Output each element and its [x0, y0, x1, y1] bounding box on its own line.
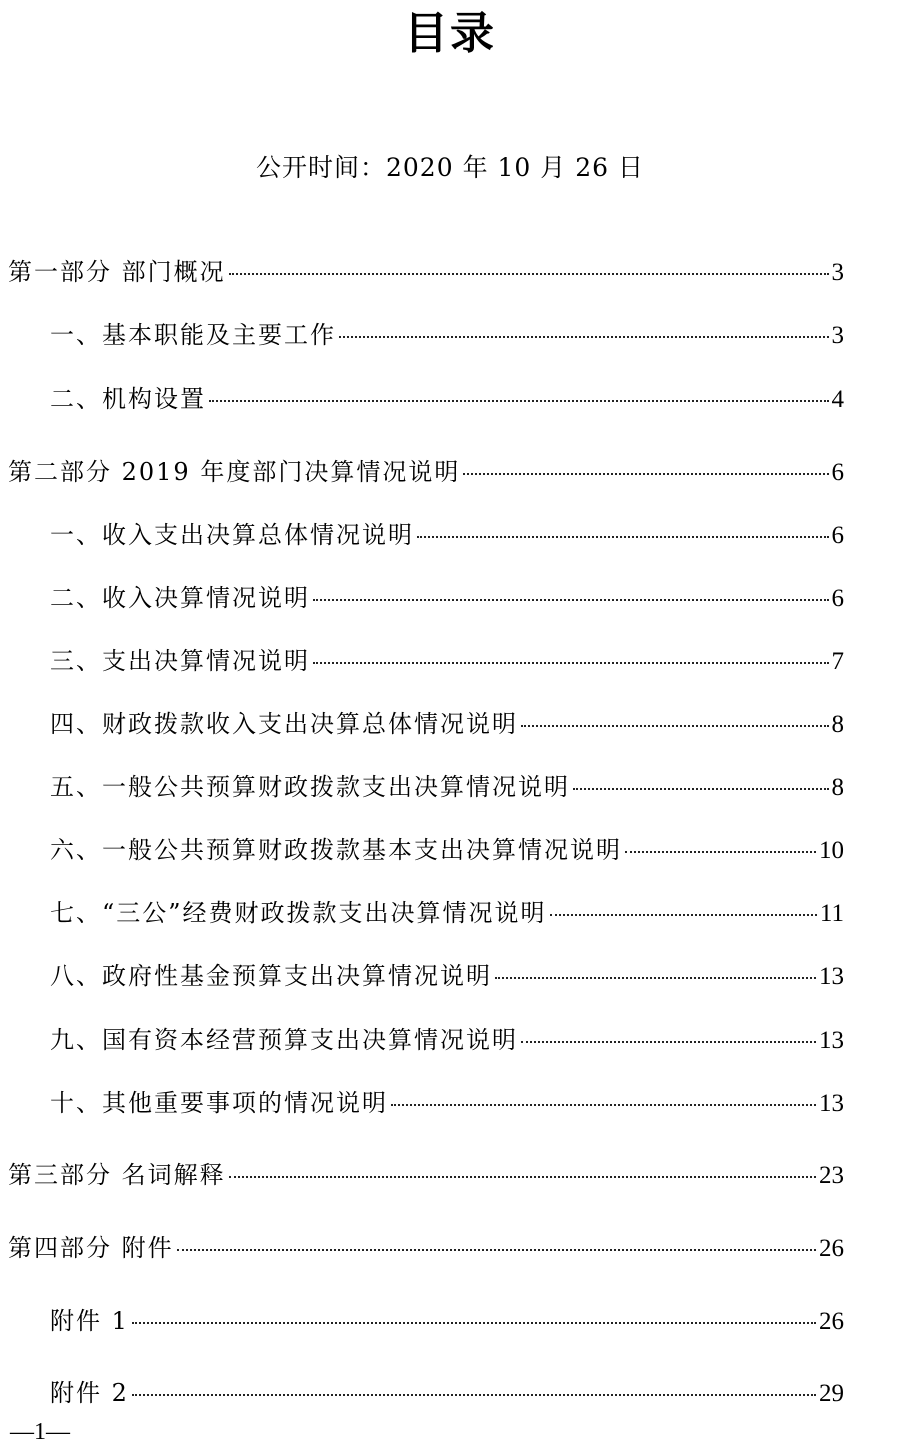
toc-leader-dots	[573, 788, 829, 790]
toc-leader-dots	[132, 1322, 816, 1324]
toc-page-number: 23	[819, 1162, 844, 1189]
toc-entry-text: 二、机构设置	[50, 385, 206, 413]
toc-entry-government-fund[interactable]	[50, 956, 844, 996]
page-footer-number: —1—	[10, 1419, 70, 1445]
toc-leader-dots	[625, 851, 816, 853]
toc-entry-organization[interactable]	[50, 379, 844, 419]
toc-entry-text: 十、其他重要事项的情况说明	[50, 1089, 388, 1117]
toc-page-number: 3	[831, 259, 844, 286]
toc-page-number: 10	[819, 837, 844, 864]
toc-page-number: 13	[819, 963, 844, 990]
toc-entry-text: 第三部分 名词解释	[8, 1161, 226, 1189]
toc-entry-part-3[interactable]	[8, 1155, 844, 1195]
toc-page-number: 8	[831, 711, 844, 738]
toc-page-number: 6	[831, 585, 844, 612]
toc-entry-general-budget-expense[interactable]	[50, 767, 844, 807]
toc-page-number: 13	[819, 1027, 844, 1054]
toc-leader-dots	[209, 400, 829, 402]
toc-entry-income[interactable]	[50, 578, 844, 618]
toc-entry-text: 五、一般公共预算财政拨款支出决算情况说明	[50, 773, 570, 801]
toc-entry-text: 第二部分 2019 年度部门决算情况说明	[8, 458, 461, 486]
toc-page-number: 26	[819, 1235, 844, 1262]
toc-page-number: 6	[831, 522, 844, 549]
publish-date: 公开时间：2020 年 10 月 26 日	[256, 153, 644, 182]
toc-entry-text: 六、一般公共预算财政拨款基本支出决算情况说明	[50, 836, 622, 864]
toc-entry-other-matters[interactable]	[50, 1083, 844, 1123]
toc-leader-dots	[417, 536, 829, 538]
toc-leader-dots	[391, 1104, 816, 1106]
toc-entry-attachment-1[interactable]	[50, 1301, 844, 1341]
toc-entry-text: 第一部分 部门概况	[8, 258, 226, 286]
toc-entry-three-public-expenses[interactable]	[50, 893, 844, 933]
toc-entry-basic-functions[interactable]	[50, 315, 844, 355]
toc-page-number: 11	[819, 900, 844, 927]
toc-entry-text: 第四部分 附件	[8, 1234, 174, 1262]
toc-page-number: 6	[831, 459, 844, 486]
toc-page-number: 4	[831, 386, 844, 413]
toc-leader-dots	[132, 1394, 816, 1396]
document-title: 目录	[404, 8, 496, 59]
toc-entry-text: 一、收入支出决算总体情况说明	[50, 521, 414, 549]
toc-entry-text: 二、收入决算情况说明	[50, 584, 310, 612]
toc-entry-text: 附件 1	[50, 1307, 129, 1335]
toc-entry-text: 九、国有资本经营预算支出决算情况说明	[50, 1026, 518, 1054]
toc-entry-part-2[interactable]	[8, 452, 844, 492]
toc-leader-dots	[521, 725, 829, 727]
toc-entry-text: 四、财政拨款收入支出决算总体情况说明	[50, 710, 518, 738]
toc-entry-text: 三、支出决算情况说明	[50, 647, 310, 675]
toc-leader-dots	[339, 336, 829, 338]
toc-entry-text: 附件 2	[50, 1379, 129, 1407]
toc-page-number: 8	[831, 774, 844, 801]
toc-leader-dots	[463, 473, 828, 475]
toc-entry-fiscal-appropriation[interactable]	[50, 704, 844, 744]
toc-entry-part-1[interactable]	[8, 252, 844, 292]
toc-entry-attachment-2[interactable]	[50, 1373, 844, 1413]
toc-page-number: 13	[819, 1090, 844, 1117]
toc-leader-dots	[229, 1176, 816, 1178]
toc-entry-general-budget-basic-expense[interactable]	[50, 830, 844, 870]
toc-entry-state-capital[interactable]	[50, 1020, 844, 1060]
toc-entry-income-expense-overview[interactable]	[50, 515, 844, 555]
toc-leader-dots	[229, 273, 829, 275]
toc-leader-dots	[495, 977, 816, 979]
toc-entry-part-4[interactable]	[8, 1228, 844, 1268]
toc-entry-expense[interactable]	[50, 641, 844, 681]
toc-entry-text: 一、基本职能及主要工作	[50, 321, 336, 349]
toc-leader-dots	[550, 914, 817, 916]
toc-entry-text: 七、“三公”经费财政拨款支出决算情况说明	[50, 899, 547, 927]
toc-page-number: 26	[819, 1308, 844, 1335]
toc-page-number: 29	[819, 1380, 844, 1407]
toc-page-number: 7	[831, 648, 844, 675]
toc-entry-text: 八、政府性基金预算支出决算情况说明	[50, 962, 492, 990]
toc-leader-dots	[313, 599, 829, 601]
toc-leader-dots	[313, 662, 829, 664]
toc-page-number: 3	[831, 322, 844, 349]
toc-leader-dots	[521, 1041, 816, 1043]
toc-leader-dots	[177, 1249, 816, 1251]
